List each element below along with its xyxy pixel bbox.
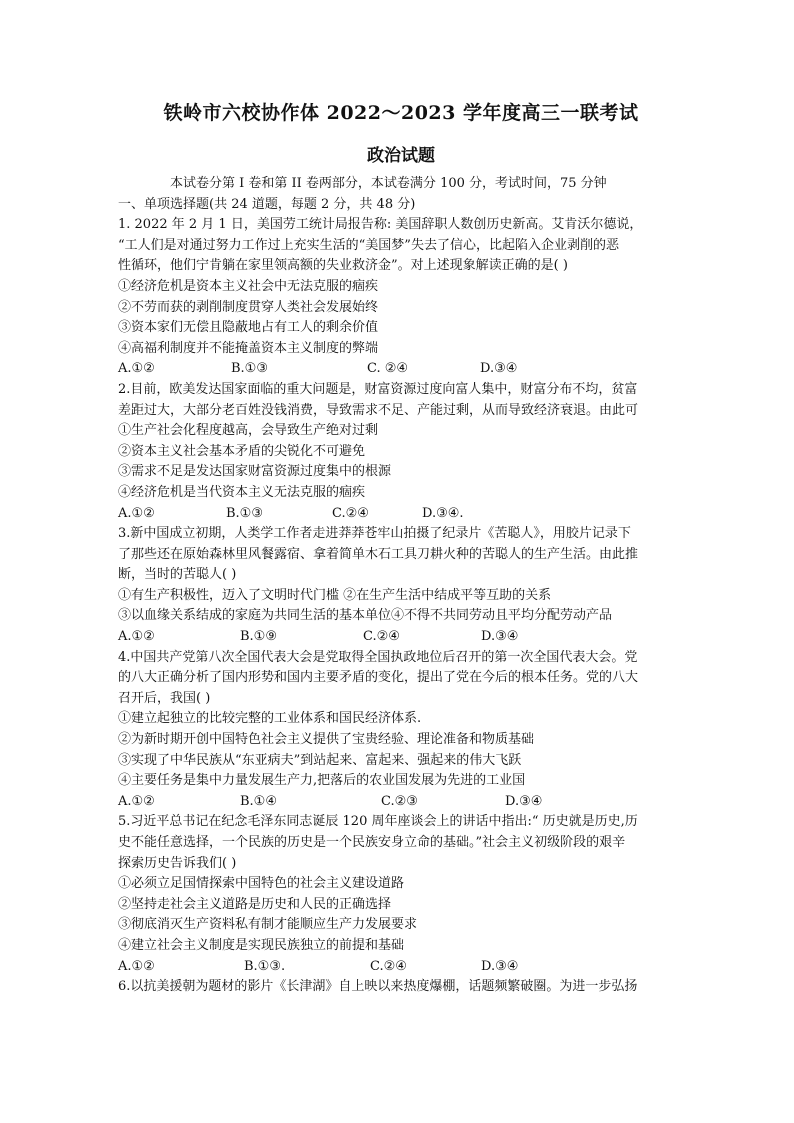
option-a: A.①② bbox=[118, 793, 155, 809]
answer-options bbox=[118, 792, 684, 813]
statement: ②为新时期开创中国特色社会主义提供了宝贵经验、理论准备和物质基础 bbox=[118, 732, 535, 748]
option-b: B.①③. bbox=[244, 958, 286, 974]
option-d: D.③④ bbox=[505, 793, 543, 809]
question-stem-line: 2.目前，欧美发达国家面临的重大问题是，财富资源过度向富人集中，财富分布不均，贫富 bbox=[118, 381, 638, 397]
question-stem-line: 6.以抗美援朝为题材的影片《长津湖》自上映以来热度爆棚，话题频繁破圈。为进一步弘扬 bbox=[118, 979, 638, 995]
option-b: B.①④ bbox=[240, 793, 277, 809]
exam-page bbox=[118, 100, 684, 998]
statement: ②资本主义社会基本矛盾的尖锐化不可避免 bbox=[118, 443, 366, 459]
question-stem-line: 性循环，他们宁肯躺在家里领高额的失业救济金”。对上述现象解读正确的是( ) bbox=[118, 258, 568, 274]
option-b: B.①⑨ bbox=[240, 629, 277, 645]
option-d: D.③④ bbox=[481, 958, 519, 974]
option-c: C.②③ bbox=[381, 793, 418, 809]
question-stem-line: 1. 2022 年 2 月 1 日，美国劳工统计局报告称: 美国辞职人数创历史新高。艾肯沃尔德说， bbox=[118, 217, 643, 233]
option-c: C.②④ bbox=[363, 629, 400, 645]
statement: ②不劳而获的剥削制度贯穿人类社会发展始终 bbox=[118, 299, 379, 315]
statement: ④经济危机是当代资本主义无法克服的痼疾 bbox=[118, 484, 366, 500]
question-stem-line: 差距过大，大部分老百姓没钱消费，导致需求不足、产能过剩，从而导致经济衰退。由此可 bbox=[118, 402, 639, 418]
statement: ②坚持走社会主义道路是历史和人民的正确选择 bbox=[118, 896, 392, 912]
option-b: B.①③ bbox=[231, 361, 268, 377]
question-6 bbox=[118, 977, 684, 998]
option-a: A.①② bbox=[118, 629, 155, 645]
statement: ④建立社会主义制度是实现民族独立的前提和基础 bbox=[118, 937, 405, 953]
option-d: D.③④ bbox=[481, 629, 519, 645]
exam-subtitle: 政治试题 bbox=[367, 146, 435, 166]
option-c: C. ②④ bbox=[367, 361, 409, 377]
answer-options bbox=[118, 359, 684, 380]
question-3 bbox=[118, 524, 684, 648]
question-stem-line: 的八大正确分析了国内形势和国内主要矛盾的变化，提出了党在今后的根本任务。党的八大 bbox=[118, 670, 639, 686]
exam-intro: 本试卷分第 I 卷和第 II 卷两部分，本试卷满分 100 分，考试时间，75 分钟 bbox=[170, 176, 607, 191]
statement: ④高福利制度并不能掩盖资本主义制度的弊端 bbox=[118, 340, 379, 356]
question-stem-line: 4.中国共产党第八次全国代表大会是党取得全国执政地位后召开的第一次全国代表大会。党 bbox=[118, 649, 638, 665]
option-a: A.①② bbox=[118, 361, 155, 377]
answer-options bbox=[118, 957, 684, 978]
option-a: A.①② bbox=[118, 958, 155, 974]
statement: ③以血缘关系结成的家庭为共同生活的基本单位④不得不共同劳动且平均分配劳动产品 bbox=[118, 608, 613, 624]
question-stem-line: 探索历史告诉我们( ) bbox=[118, 855, 237, 871]
statement: ③实现了中华民族从“东亚病夫”到站起来、富起来、强起来的伟大飞跃 bbox=[118, 752, 522, 768]
statement: ③资本家们无偿且隐蔽地占有工人的剩余价值 bbox=[118, 320, 379, 336]
statement: ③需求不足是发达国家财富资源过度集中的根源 bbox=[118, 464, 392, 480]
answer-options bbox=[118, 504, 684, 525]
statement: ③彻底消灭生产资料私有制才能顺应生产力发展要求 bbox=[118, 917, 418, 933]
question-stem-line: 了那些还在原始森林里风餐露宿、拿着简单木石工具刀耕火种的苦聪人的生产生活。由此推 bbox=[118, 546, 639, 562]
option-d: D.③④ bbox=[480, 361, 518, 377]
statement: ①必须立足国情探索中国特色的社会主义建设道路 bbox=[118, 876, 405, 892]
statement: ①有生产积极性，迈入了文明时代门槛 ②在生产生活中结成平等互助的关系 bbox=[118, 587, 552, 603]
exam-title: 铁岭市六校协作体 2022～2023 学年度高三一联考试 bbox=[163, 102, 639, 124]
answer-options bbox=[118, 627, 684, 648]
statement: ①经济危机是资本主义社会中无法克服的痼疾 bbox=[118, 278, 379, 294]
question-stem-line: 断，当时的苦聪人( ) bbox=[118, 567, 237, 583]
question-4 bbox=[118, 648, 684, 813]
question-stem-line: 5.习近平总书记在纪念毛泽东同志诞辰 120 周年座谈会上的讲话中指出:“ 历史就是历史,历 bbox=[118, 814, 638, 830]
question-5 bbox=[118, 812, 684, 977]
option-a: A.①② bbox=[118, 505, 155, 521]
option-c: C.②④ bbox=[332, 505, 369, 521]
section-title: 一、单项选择题(共 24 道题，每题 2 分，共 48 分) bbox=[118, 196, 416, 212]
option-d: D.③④. bbox=[422, 505, 464, 521]
question-1 bbox=[118, 215, 684, 380]
statement: ①建立起独立的比较完整的工业体系和国民经济体系. bbox=[118, 711, 422, 727]
option-b: B.①③ bbox=[226, 505, 263, 521]
question-stem-line: “工人们是对通过努力工作过上充实生活的“美国梦”失去了信心，比起陷入企业剥削的恶 bbox=[118, 237, 619, 253]
question-2 bbox=[118, 380, 684, 524]
question-stem-line: 召开后，我国( ) bbox=[118, 690, 211, 706]
option-c: C.②④ bbox=[370, 958, 407, 974]
statement: ①生产社会化程度越高，会导致生产绝对过剩 bbox=[118, 423, 379, 439]
question-stem-line: 史不能任意选择，一个民族的历史是一个民族安身立命的基础。”社会主义初级阶段的艰辛 bbox=[118, 835, 626, 850]
statement: ④主要任务是集中力量发展生产力,把落后的农业国发展为先进的工业国 bbox=[118, 773, 526, 789]
question-stem-line: 3.新中国成立初期，人类学工作者走进莽莽苍牢山拍摄了纪录片《苦聪人》，用胶片记录下 bbox=[118, 526, 631, 542]
